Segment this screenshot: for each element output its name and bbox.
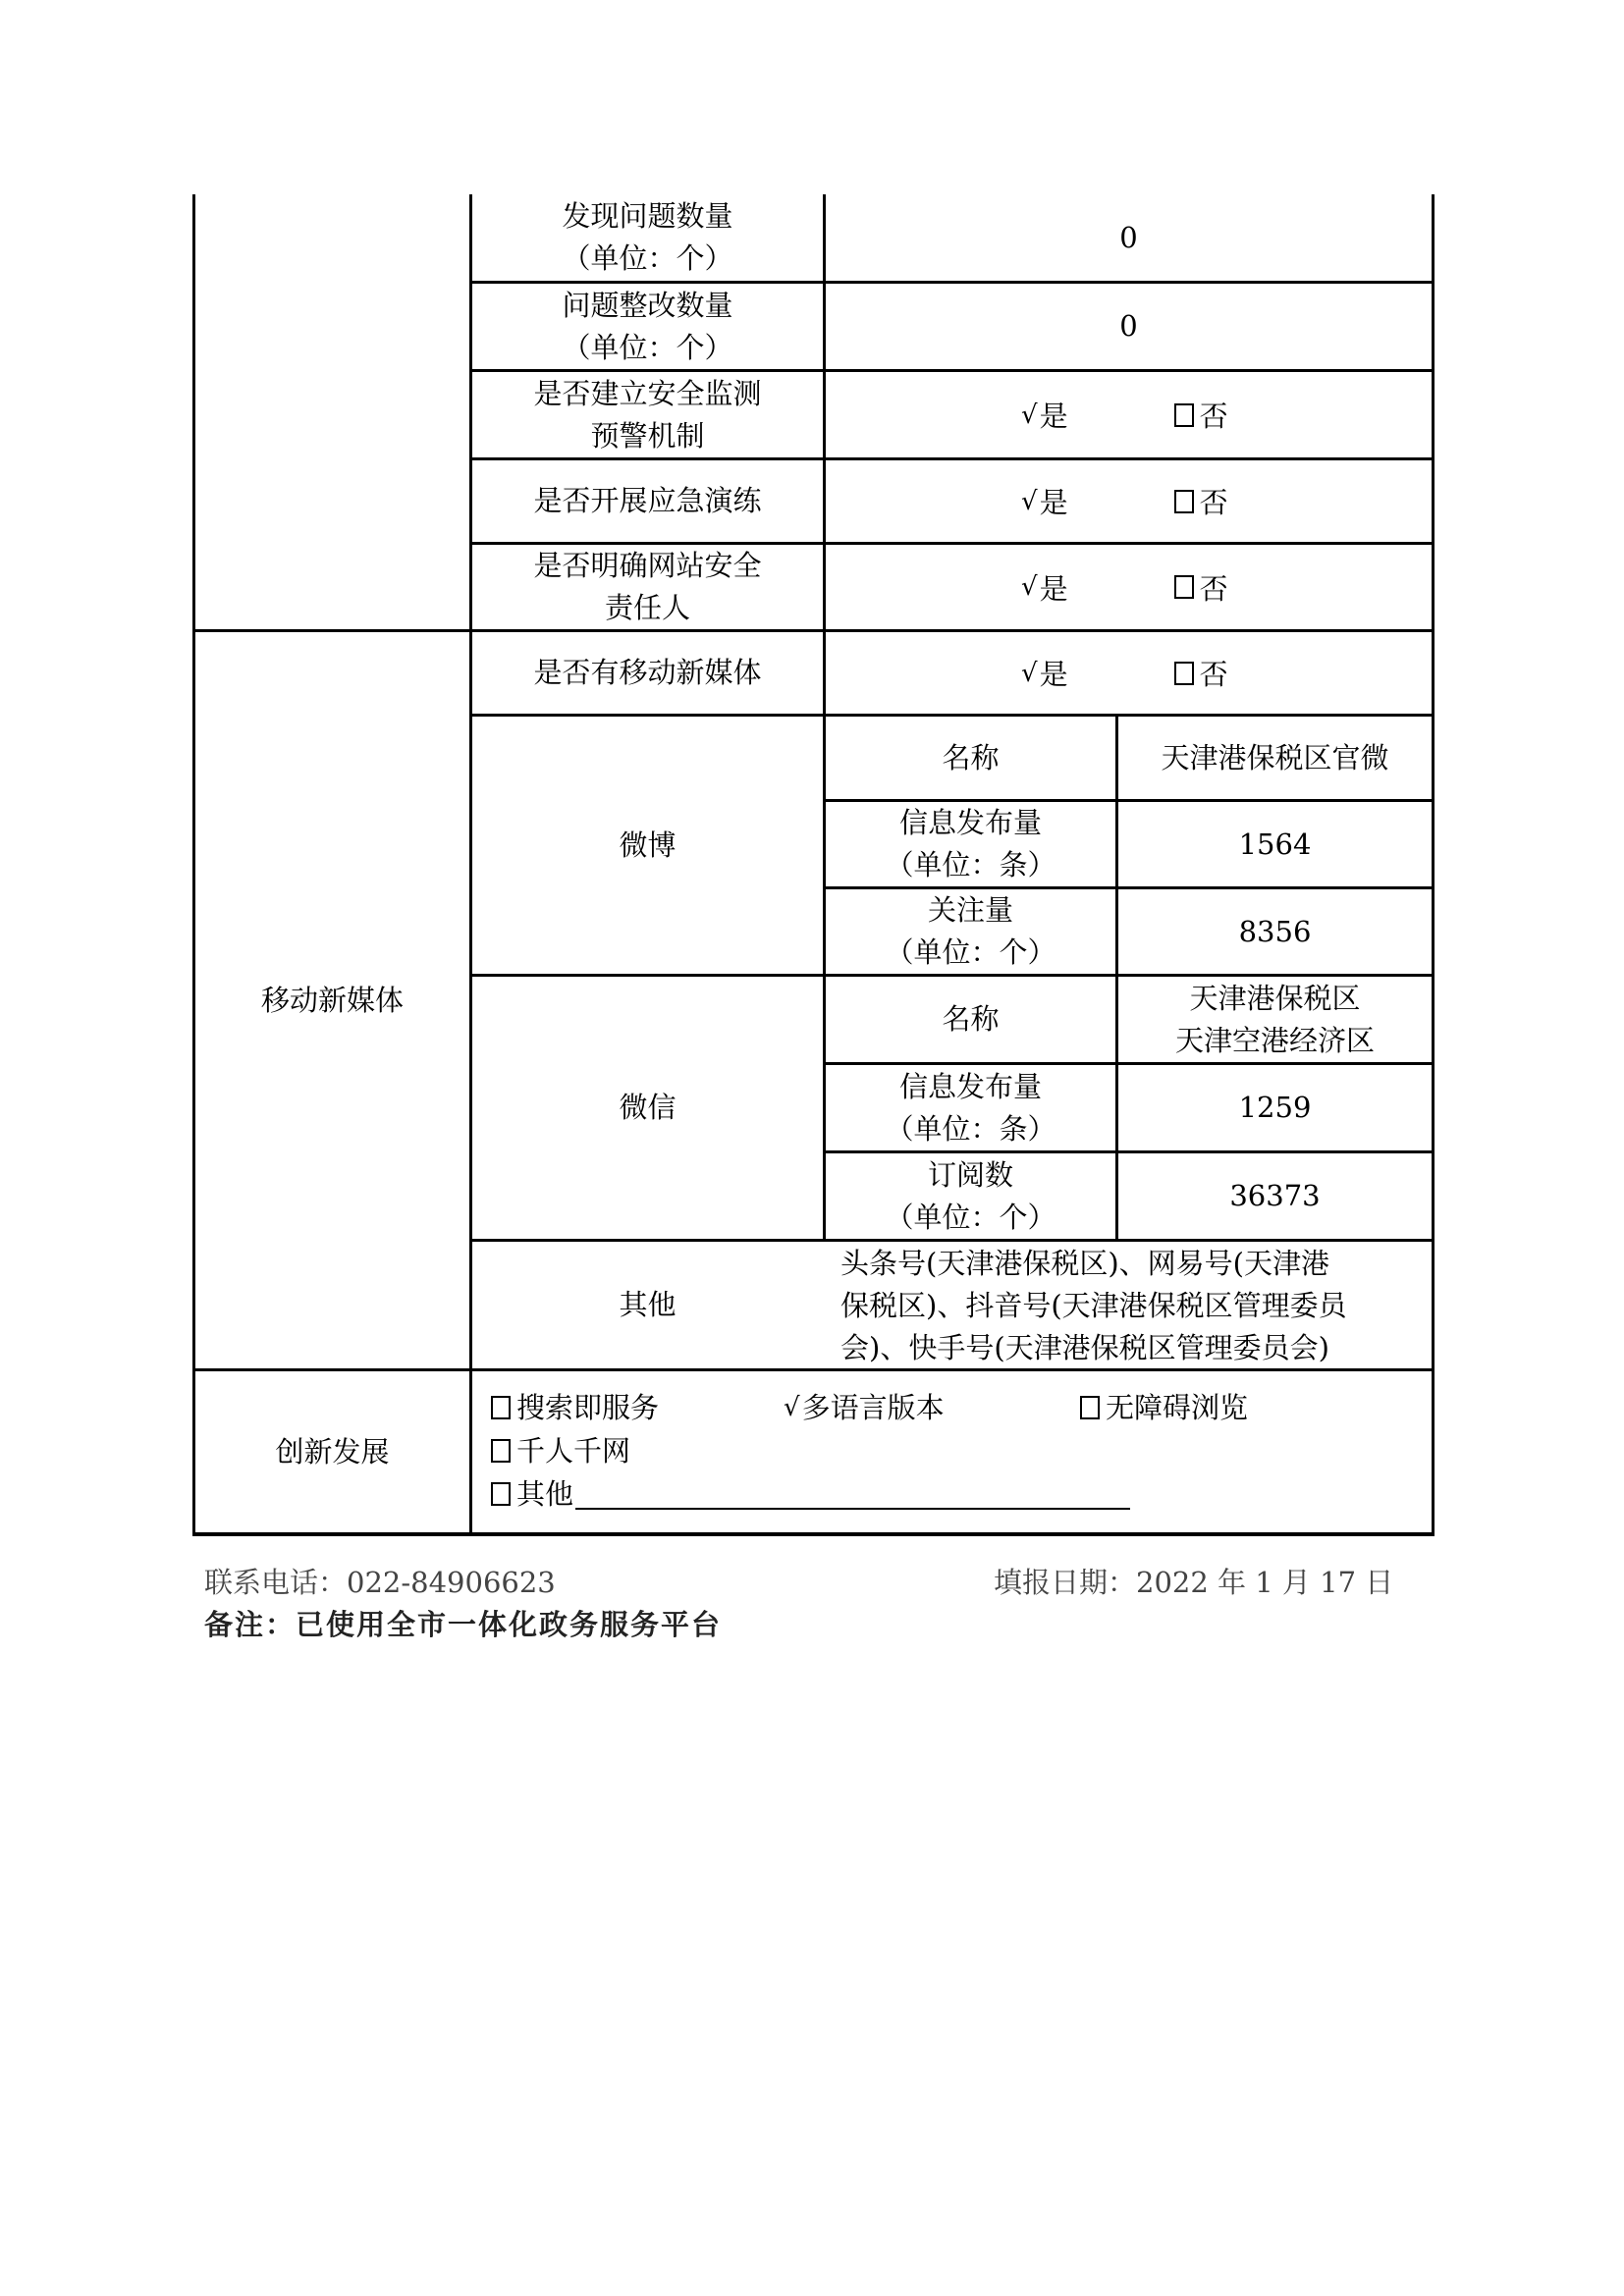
checkmark-icon: √ <box>1021 486 1038 516</box>
wechat-name-label: 名称 <box>942 1002 1000 1036</box>
option-no[interactable]: 否 <box>1174 653 1228 693</box>
option-other[interactable]: 其他 <box>491 1472 1130 1516</box>
other-media-value <box>840 1243 1430 1369</box>
table-border-right <box>1432 194 1435 1535</box>
has-mobile-media-label: 是否有移动新媒体 <box>533 656 762 689</box>
wechat-name-value: 天津港保税区 天津空港经济区 <box>1174 981 1375 1057</box>
wechat-posts-value: 1259 <box>1238 1091 1312 1124</box>
option-no[interactable]: 否 <box>1174 395 1228 435</box>
checkbox-icon[interactable] <box>491 1396 511 1419</box>
monitoring-mechanism-label: 是否建立安全监测 预警机制 <box>533 376 762 453</box>
option-yes[interactable]: √ 是 <box>1021 571 1068 606</box>
weibo-name-label: 名称 <box>942 740 1000 774</box>
weibo-posts-value: 1564 <box>1238 827 1312 861</box>
checkbox-icon[interactable] <box>1174 575 1194 599</box>
monitoring-mechanism-options <box>1021 372 1228 457</box>
emergency-drill-label: 是否开展应急演练 <box>533 484 762 517</box>
checkbox-icon[interactable] <box>1174 662 1194 685</box>
option-no[interactable]: 否 <box>1174 481 1228 521</box>
other-media-line: 保税区)、抖音号(天津港保税区管理委员 <box>840 1289 1347 1322</box>
wechat-subscribers-label: 订阅数 （单位：个） <box>885 1157 1056 1234</box>
option-yes[interactable]: √ 是 <box>1021 658 1068 691</box>
option-accessibility[interactable]: 无障碍浏览 <box>1080 1386 1248 1429</box>
other-media-label: 其他 <box>619 1288 677 1321</box>
weibo-followers-label: 关注量 （单位：个） <box>885 893 1056 969</box>
innovation-section-label: 创新发展 <box>275 1434 390 1468</box>
weibo-label: 微博 <box>619 828 677 862</box>
checkbox-icon[interactable] <box>1080 1396 1100 1419</box>
wechat-subscribers-value: 36373 <box>1229 1179 1321 1212</box>
option-personalized[interactable]: 千人千网 <box>491 1429 630 1472</box>
innovation-options <box>491 1386 1248 1516</box>
other-fill-blank[interactable] <box>575 1478 1130 1510</box>
option-no[interactable]: 否 <box>1174 567 1228 608</box>
has-mobile-media-options <box>1021 632 1228 714</box>
checkbox-icon[interactable] <box>491 1439 511 1463</box>
option-search-as-service[interactable]: 搜索即服务 <box>491 1386 784 1429</box>
checkbox-icon[interactable] <box>1174 490 1194 513</box>
checkmark-icon: √ <box>1021 400 1038 430</box>
contact-phone: 联系电话：022-84906623 <box>204 1566 556 1599</box>
checkbox-icon[interactable] <box>491 1482 511 1506</box>
remark-note: 备注：已使用全市一体化政务服务平台 <box>204 1608 723 1641</box>
weibo-name-value: 天津港保税区官微 <box>1161 740 1389 774</box>
table-border-bottom <box>192 1532 1435 1536</box>
wechat-posts-label: 信息发布量 （单位：条） <box>885 1069 1056 1146</box>
checkmark-icon: √ <box>784 1393 800 1422</box>
other-media-line: 头条号(天津港保税区)、网易号(天津港 <box>840 1247 1329 1280</box>
mobile-media-section-label: 移动新媒体 <box>260 983 404 1017</box>
emergency-drill-options <box>1021 460 1228 542</box>
security-officer-label: 是否明确网站安全 责任人 <box>533 549 762 624</box>
other-media-line: 会)、快手号(天津港保税区管理委员会) <box>840 1331 1329 1364</box>
checkmark-icon: √ <box>1021 658 1038 688</box>
rectified-issues-label: 问题整改数量 （单位：个） <box>562 288 733 364</box>
weibo-followers-value: 8356 <box>1238 914 1312 948</box>
fill-date: 填报日期：2022 年 1 月 17 日 <box>994 1566 1394 1599</box>
option-yes[interactable]: √ 是 <box>1021 486 1068 519</box>
option-multilingual[interactable]: √ 多语言版本 <box>784 1386 1080 1429</box>
checkmark-icon: √ <box>1021 572 1038 602</box>
security-officer-options <box>1021 545 1228 629</box>
wechat-label: 微信 <box>619 1091 677 1124</box>
checkbox-icon[interactable] <box>1174 403 1194 427</box>
rectified-issues-value: 0 <box>1119 309 1138 343</box>
weibo-posts-label: 信息发布量 （单位：条） <box>885 806 1056 881</box>
found-issues-value: 0 <box>1119 220 1138 254</box>
option-yes[interactable]: √ 是 <box>1021 400 1068 433</box>
found-issues-label: 发现问题数量 （单位：个） <box>562 199 733 275</box>
